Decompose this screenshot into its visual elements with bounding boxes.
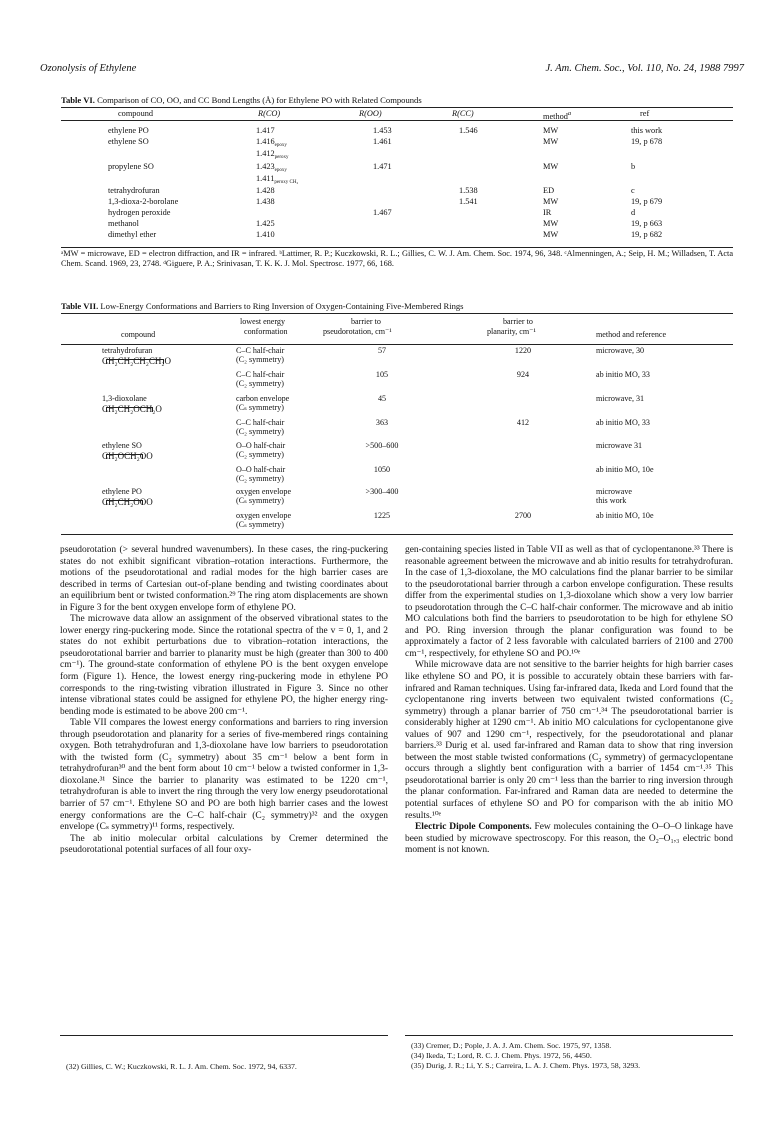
t7-ring-formula: CH₂CH₂CH₂CH₂O	[102, 356, 172, 366]
t6-cell-r1-c5: 19, p 678	[631, 137, 663, 146]
t7-h-planar2: planarity, cm⁻¹	[487, 327, 536, 336]
t7-h-planar1: barrier to	[503, 317, 533, 326]
electric-dipole-paragraph: Electric Dipole Components. Few molecules containing the O–O–O linkage have been studied by microwave spectroscopy. For this reason, the O₂–O₁,₃ electric bond moment is not known.	[405, 822, 733, 856]
t7-ring-bracket	[106, 454, 143, 459]
t6-cell-r0-c0: ethylene PO	[108, 126, 149, 135]
t6-cell-r5-c3: 1.538	[459, 186, 478, 195]
t7-symmetry: (C₂ symmetry)	[236, 473, 285, 483]
table6-header-rule	[61, 120, 733, 121]
t6-cell-r8-c1: 1.425	[256, 219, 275, 228]
t7-method: microwave 31	[596, 441, 643, 450]
t7-method: ab initio MO, 10e	[596, 510, 654, 520]
t6-cell-r3-c5: b	[631, 162, 636, 171]
t7-planar-barrier: 2700	[514, 510, 532, 520]
t6-cell-r6-c0: 1,3-dioxa-2-borolane	[108, 197, 179, 206]
t6-cell-r5-c4: ED	[543, 186, 555, 195]
t6-h-roo: R(OO)	[359, 109, 382, 118]
header-title: Ozonolysis of Ethylene	[40, 63, 137, 74]
t6-cell-r6-c4: MW	[543, 197, 559, 206]
t6-cell-r0-c2: 1.453	[373, 126, 392, 135]
reference-32: (32) Gillies, C. W.; Kuczkowski, R. L. J. Am. Chem. Soc. 1972, 94, 6337.	[66, 1062, 297, 1071]
t7-method: microwave, 30	[596, 346, 645, 355]
table7-label: Table VII.	[61, 301, 99, 311]
reference-34: (34) Ikeda, T.; Lord, R. C. J. Chem. Phys. 1972, 56, 4450.	[411, 1051, 592, 1060]
t7-ring-bracket	[106, 407, 153, 412]
table6-caption	[61, 95, 422, 105]
t6-cell-r0-c3: 1.546	[459, 126, 478, 135]
t6-h-method: method$^a$	[543, 110, 572, 121]
t6-cell-r8-c5: 19, p 663	[631, 219, 663, 228]
t6-cell-r9-c5: 19, p 682	[631, 230, 663, 239]
t6-cell-r9-c0: dimethyl ether	[108, 230, 157, 239]
t7-method: microwave, 31	[596, 394, 645, 403]
t6-cell-r0-c4: MW	[543, 126, 559, 135]
section-heading: Electric Dipole Components.	[415, 822, 532, 833]
t7-method: ab initio MO, 33	[596, 417, 650, 427]
table7-bottom-rule	[61, 534, 733, 535]
table7-caption-text: Low-Energy Conformations and Barriers to Ring Inversion of Oxygen-Containing Five-Membered Rings	[100, 301, 464, 311]
t6-h-rcc: R(CC)	[452, 109, 474, 118]
t6-cell-r3-c4: MW	[543, 162, 559, 171]
t7-compound-name: 1,3-dioxolane	[102, 394, 147, 403]
t6-cell-r5-c0: tetrahydrofuran	[108, 186, 160, 195]
table7-header-rule	[61, 344, 733, 345]
t7-symmetry: (C₂ symmetry)	[236, 426, 285, 436]
table7-top-rule	[61, 313, 733, 314]
t6-cell-r0-c1: 1.417	[256, 126, 275, 135]
t6-subscript: peroxy CH₂	[274, 180, 299, 185]
t7-method: ab initio MO, 33	[596, 369, 650, 379]
table6-top-rule	[61, 107, 733, 108]
table6-label: Table VI.	[61, 95, 95, 105]
t7-pseudo-barrier: 1225	[373, 510, 391, 520]
t6-cell-r7-c4: IR	[543, 208, 552, 217]
t7-ring-bracket	[106, 359, 164, 364]
t7-planar-barrier: 924	[516, 369, 530, 379]
t7-method: ab initio MO, 10e	[596, 464, 654, 474]
t6-cell-r6-c3: 1.541	[459, 197, 478, 206]
t7-ring-bracket	[106, 500, 143, 505]
t7-conformation: C–C half-chair	[236, 346, 285, 355]
t7-pseudo-barrier: 57	[377, 346, 387, 355]
t7-h-pseudo2: pseudorotation, cm⁻¹	[323, 327, 392, 336]
t7-h-compound: compound	[121, 330, 156, 339]
t6-h-rco: R(CO)	[258, 109, 281, 118]
t6-cell-r9-c1: 1.410	[256, 230, 275, 239]
t6-cell-r7-c0: hydrogen peroxide	[108, 208, 171, 217]
t7-conformation: oxygen envelope	[236, 510, 292, 520]
t6-cell-r8-c0: methanol	[108, 219, 139, 228]
t6-cell-r6-c5: 19, p 679	[631, 197, 663, 206]
t7-pseudo-barrier: 363	[375, 417, 389, 427]
t6-cell-r5-c1: 1.428	[256, 186, 275, 195]
t7-conformation: C–C half-chair	[236, 417, 285, 427]
t7-pseudo-barrier: >300–400	[365, 487, 399, 496]
t6-h-compound: compound	[118, 109, 154, 118]
t6-cell-r7-c5: d	[631, 208, 636, 217]
t7-compound-name: ethylene PO	[102, 487, 142, 496]
table6-caption-text: Comparison of CO, OO, and CC Bond Lengths (Å) for Ethylene PO with Related Compounds	[97, 95, 422, 105]
t7-ring-formula: CH₂CH₂OCH₂O	[102, 404, 162, 414]
t6-cell-r4-c1: $1.411_{peroxy CH_2}$	[256, 174, 299, 185]
header-citation: J. Am. Chem. Soc., Vol. 110, No. 24, 1988 7997	[545, 63, 744, 74]
t7-symmetry: (C₂ symmetry)	[236, 355, 285, 364]
t7-conformation: O–O half-chair	[236, 441, 286, 450]
t7-compound-name: ethylene SO	[102, 441, 142, 450]
t6-subscript: epoxy	[274, 168, 287, 173]
t6-cell-r2-c1: $1.412_{peroxy}$	[256, 149, 289, 160]
table6-footnote: ᵃMW = microwave, ED = electron diffraction, and IR = infrared. ᵇLattimer, R. P.; Kuczkowski, R. L.; Gillies, C. W. J. Am. Chem. Soc. 1974, 96, 348. ᶜAlmenningen, A.; Seip, H. M.; Willadsen, T. Acta Chem. Scand. 1969, 23, 2748. ᵈGiguere, P. A.; Srinivasan, T. K. K. J. Mol. Spectrosc. 1977, 66, 168.	[61, 249, 733, 268]
right-paragraph-1: While microwave data are not sensitive to the barrier heights for high barrier cases like ethylene SO and PO, it is possible to accurately obtain these barriers with far-infrared and Raman techniques. Using far-infrared data, Ikeda and Lord found that the cyclopentanone ring inverts between two equivalent twisted conformations (C₂ symmetry) through a planar barrier of 750 cm⁻¹.³⁴ The pseudorotational barrier is considerably higher at 1290 cm⁻¹. Ab initio MO calculations for cyclopentanone give values of 907 and 1290 cm⁻¹, respectively, for the pseudorotational and planar barriers.³³ Durig et al. used far-infrared and Raman data to show that ring inversion between the most stable twisted conformations (C₂ symmetry) of germacyclopentane occurs through a slightly bent configuration with a barrier of 1454 cm⁻¹.³⁵ This pseudorotational barrier is only 20 cm⁻¹ less than the barrier to ring inversion through the planar conformation. Far-infrared and Raman data are needed to determine the potential surfaces of ethylene SO and PO for comparison with the ab initio MO results.¹⁰ᵉ	[405, 660, 733, 821]
running-header	[40, 63, 744, 77]
t6-cell-r1-c2: 1.461	[373, 137, 392, 146]
t7-planar-barrier: 412	[516, 417, 530, 427]
t7-pseudo-barrier: 105	[375, 369, 389, 379]
left-paragraph-3: The ab initio molecular orbital calculations by Cremer determined the pseudorotational potential surfaces of all four oxy-	[60, 833, 388, 856]
text-column-right	[405, 545, 733, 857]
t7-conformation: O–O half-chair	[236, 464, 286, 474]
table7-caption	[61, 301, 464, 311]
left-paragraph-2: Table VII compares the lowest energy conformations and barriers to ring inversion through pseudorotation and planarity for a series of five-membered rings containing oxygen. Both tetrahydrofuran and 1,3-dioxolane have low barriers to pseudorotation with the twisted form (C₂ symmetry) about 35 cm⁻¹ below a bent form in tetrahydrofuran³⁰ and the bent form about 10 cm⁻¹ below a twisted conformer in 1,3-dioxolane.³¹ Since the barrier to planarity was estimated to be 1220 cm⁻¹, tetrahydrofuran is able to invert the ring through the very low energy pseudorotational barrier of 57 cm⁻¹. Ethylene SO and PO are both high barrier cases and the lowest energy conformations are the C–C half-chair (C₂ symmetry)³² and the oxygen envelope (Cₛ symmetry)¹¹ forms, respectively.	[60, 718, 388, 833]
t6-cell-r3-c0: propylene SO	[108, 162, 154, 171]
left-ref-rule	[60, 1035, 388, 1036]
t7-symmetry: (Cₛ symmetry)	[236, 403, 284, 412]
t6-cell-r3-c1: $1.423_{epoxy}$	[256, 162, 287, 173]
t6-cell-r1-c0: ethylene SO	[108, 137, 149, 146]
t7-conformation: C–C half-chair	[236, 369, 285, 379]
t6-cell-r9-c4: MW	[543, 230, 559, 239]
t7-symmetry: (Cₛ symmetry)	[236, 496, 284, 505]
t6-cell-r1-c4: MW	[543, 137, 559, 146]
t7-method-extra: this work	[596, 496, 627, 505]
t7-h-conf1: lowest energy	[240, 317, 286, 326]
t7-h-method: method and reference	[596, 330, 667, 339]
t6-cell-r5-c5: c	[631, 186, 635, 195]
t7-conformation: carbon envelope	[236, 394, 290, 403]
t7-h-conf2: conformation	[244, 327, 288, 336]
t7-ring-formula: CH₂CH₂OOO	[102, 497, 153, 507]
t6-subscript: peroxy	[274, 155, 289, 160]
t7-h-pseudo1: barrier to	[351, 317, 381, 326]
reference-35: (35) Durig, J. R.; Li, Y. S.; Carreira, L. A. J. Chem. Phys. 1973, 58, 3293.	[411, 1061, 641, 1070]
t7-planar-barrier: 1220	[514, 346, 532, 355]
t6-h-ref: ref	[640, 109, 650, 118]
t6-cell-r3-c2: 1.471	[373, 162, 392, 171]
text-column-left	[60, 545, 388, 857]
left-paragraph-0: pseudorotation (> several hundred wavenumbers). In these cases, the ring-puckering states do not exhibit significant vibration–rotation interactions. Furthermore, the motions of the pseudorotational and radial modes for the high barrier cases are described in terms of Cartesian out-of-plane bending and twisting coordinates about an equilibrium bent or twisted conformation.²⁹ The ring atom displacements are shown in Figure 3 for the bent oxygen envelope form of ethylene PO.	[60, 545, 388, 613]
t6-cell-r6-c1: 1.438	[256, 197, 275, 206]
t7-ring-formula: CH₂OCH₂OO	[102, 451, 153, 461]
t6-cell-r1-c1: $1.416_{epoxy}$	[256, 137, 287, 148]
t7-pseudo-barrier: 1050	[373, 464, 391, 474]
right-paragraph-0: gen-containing species listed in Table VII as well as that of cyclopentanone.³³ There is reasonable agreement between the microwave and ab initio results for tetrahydrofuran. In the case of 1,3-dioxolane, the MO calculations find the planar barrier to be similar to the pseudorotational barrier through a carbon envelope configuration. These results differ from the experimental studies on 1,3-dioxolane which show a very low barrier to pseudorotation through the C–C half-chair conformer. The microwave and ab initio MO calculations both find the barriers to pseudorotation to be high for ethylene SO and PO. Ring inversion through the planar configuration was found to be approximately a factor of 2 less favorable with calculated barriers of 2100 and 2700 cm⁻¹, respectively, for ethylene SO and PO.¹⁰ᵉ	[405, 545, 733, 659]
t7-compound-name: tetrahydrofuran	[102, 346, 153, 355]
table6-bottom-rule	[61, 247, 733, 248]
t7-method: microwave	[596, 487, 632, 496]
reference-33: (33) Cremer, D.; Pople, J. A. J. Am. Chem. Soc. 1975, 97, 1358.	[411, 1041, 612, 1050]
left-paragraph-1: The microwave data allow an assignment of the observed vibrational states to the lower energy ring-puckering mode. Since the rotational spectra of the v = 0, 1, and 2 states do not exhibit perturbations due to vibration–rotation interactions, the pseudorotational barrier and barrier to planarity must be high (greater than 300 to 400 cm⁻¹). The ground-state conformation of ethylene PO is the bent oxygen envelope form (Figure 1). Hence, the lowest energy ring-puckering mode in ethylene PO corresponds to the ring-twisting vibration illustrated in Figure 3. Since no other intense vibrational states could be assigned for ethylene PO, the higher energy ring-bending mode is estimated to be above 200 cm⁻¹.	[60, 614, 388, 717]
t7-conformation: oxygen envelope	[236, 487, 292, 496]
t6-cell-r0-c5: this work	[631, 126, 663, 135]
t7-symmetry: (C₂ symmetry)	[236, 450, 285, 459]
right-ref-rule	[405, 1035, 733, 1036]
t6-subscript: epoxy	[274, 143, 287, 148]
t6-cell-r7-c2: 1.467	[373, 208, 392, 217]
t7-pseudo-barrier: 45	[377, 394, 387, 403]
t7-pseudo-barrier: >500–600	[365, 441, 399, 450]
t6-cell-r8-c4: MW	[543, 219, 559, 228]
t7-symmetry: (C₂ symmetry)	[236, 378, 285, 388]
t7-symmetry: (Cₛ symmetry)	[236, 519, 284, 529]
